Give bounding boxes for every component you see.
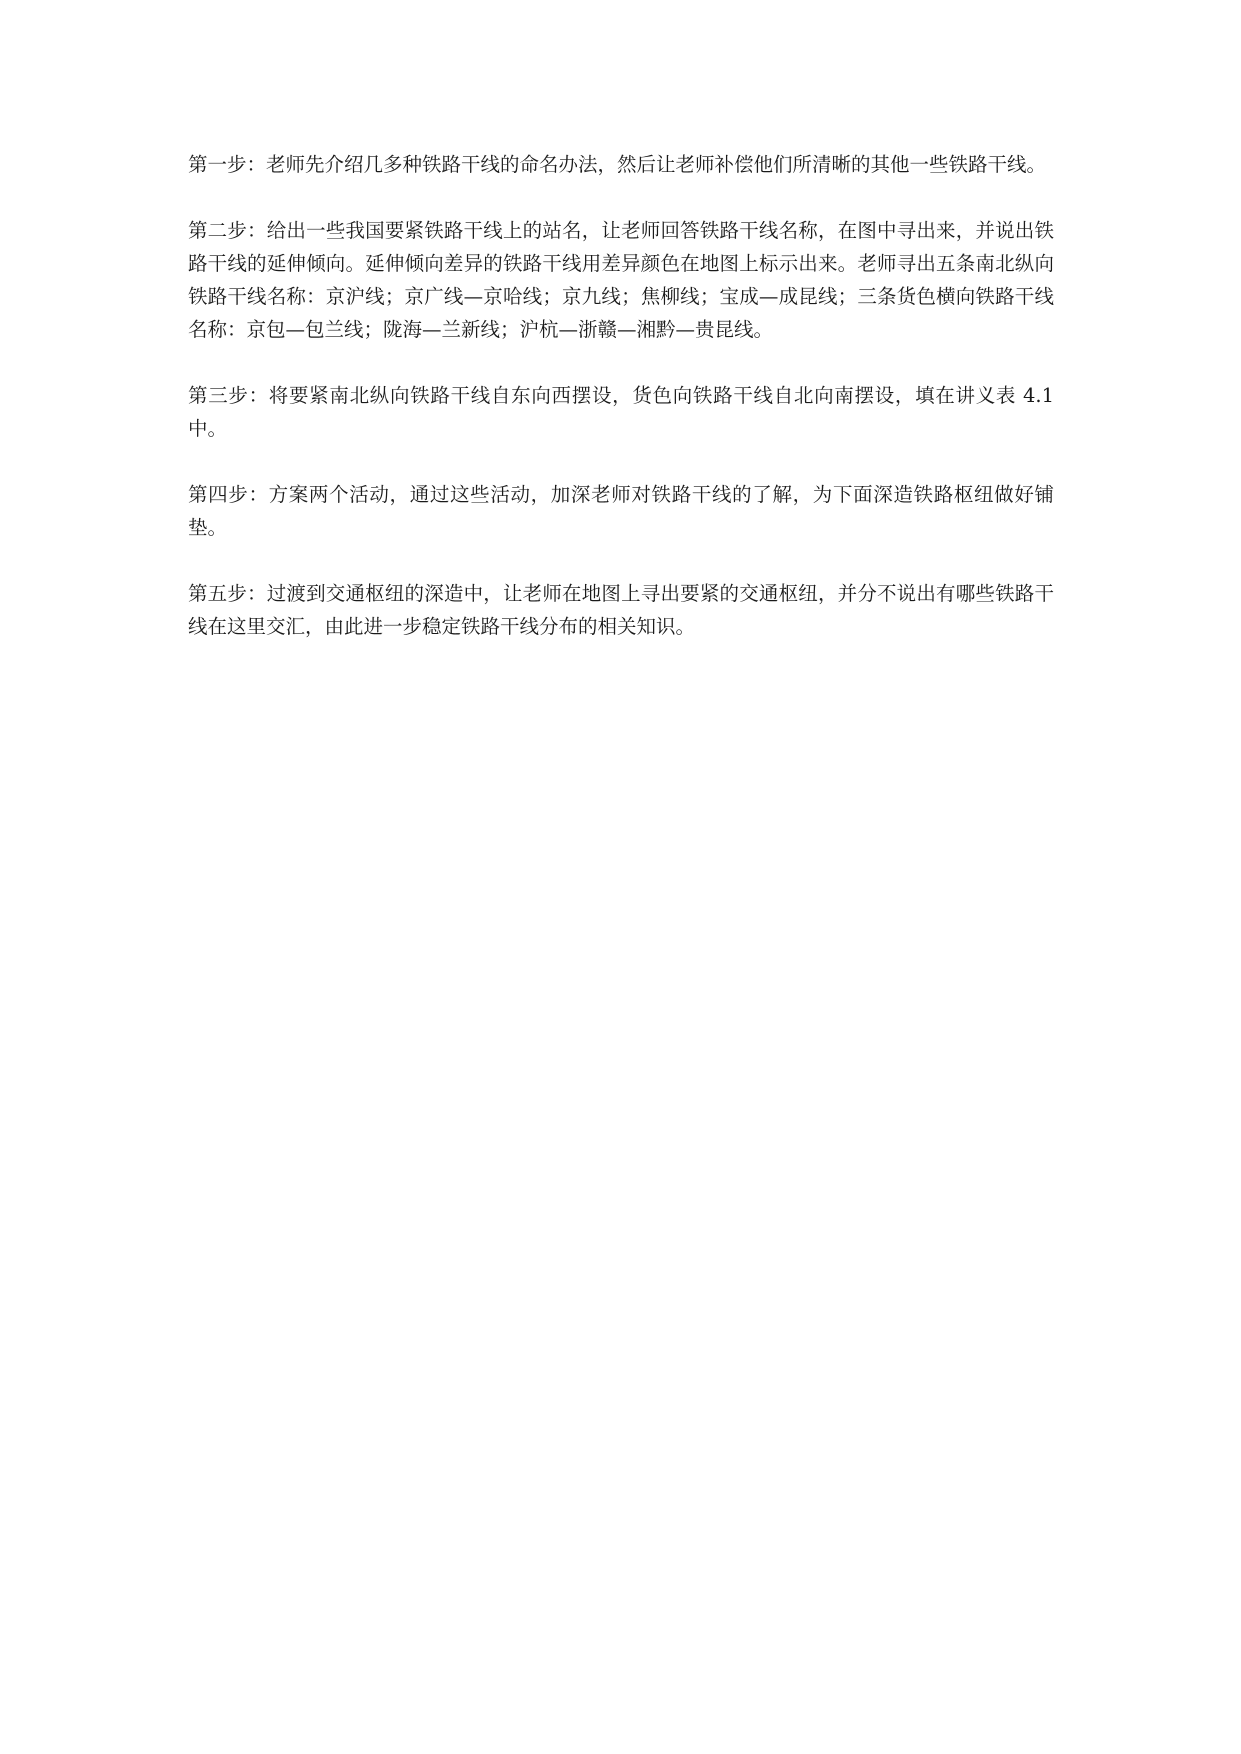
paragraph-step-1: 第一步：老师先介绍几多种铁路干线的命名办法，然后让老师补偿他们所清晰的其他一些铁路干线。 — [188, 153, 1047, 176]
paragraph-step-3: 第三步：将要紧南北纵向铁路干线自东向西摆设，货色向铁路干线自北向南摆设，填在讲义表 4.1 中。 — [188, 384, 1054, 440]
paragraph-step-4: 第四步：方案两个活动，通过这些活动，加深老师对铁路干线的了解，为下面深造铁路枢纽做好铺垫。 — [188, 483, 1054, 539]
paragraph-step-5: 第五步：过渡到交通枢纽的深造中，让老师在地图上寻出要紧的交通枢纽，并分不说出有哪些铁路干线在这里交汇，由此进一步稳定铁路干线分布的相关知识。 — [188, 582, 1054, 638]
document-body — [188, 148, 1054, 676]
paragraph-step-2: 第二步：给出一些我国要紧铁路干线上的站名，让老师回答铁路干线名称，在图中寻出来，并说出铁路干线的延伸倾向。延伸倾向差异的铁路干线用差异颜色在地图上标示出来。老师寻出五条南北纵向铁路干线名称：京沪线；京广线—京哈线；京九线；焦柳线；宝成—成昆线；三条货色横向铁路干线名称：京包—包兰线；陇海—兰新线；沪杭—浙赣—湘黔—贵昆线。 — [188, 219, 1054, 341]
